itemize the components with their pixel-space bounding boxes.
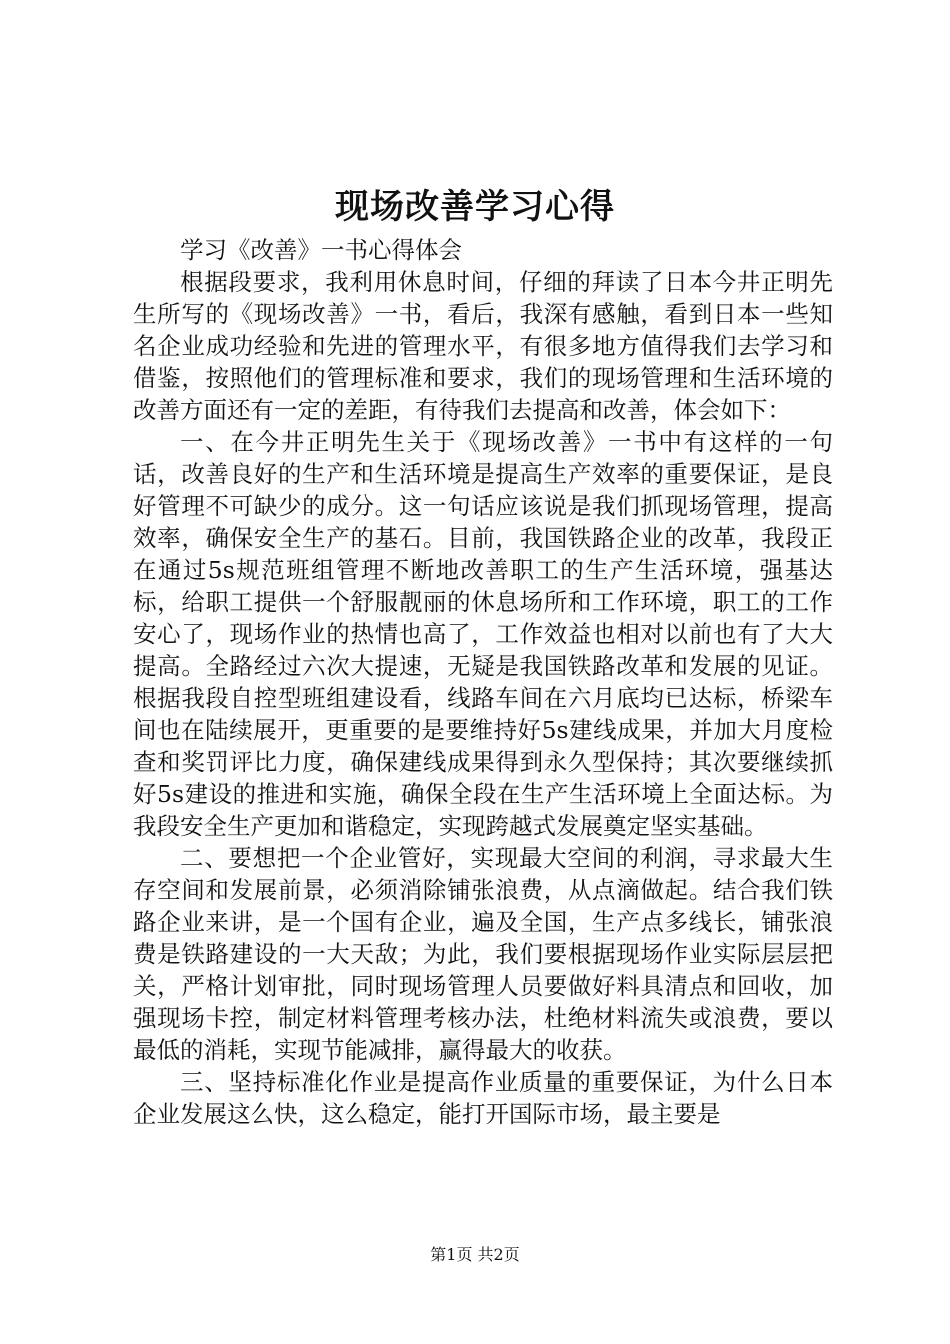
paragraph-subtitle: 学习《改善》一书心得体会 [180,236,462,264]
paragraph-point-three: 三、坚持标准化作业是提高作业质量的重要保证，为什么日本企业发展这么快，这么稳定，能打开国际市场，最主要是 [133,1068,833,1128]
document-title: 现场改善学习心得 [335,187,615,227]
document-body [133,234,833,1130]
paragraph-intro: 根据段要求，我利用休息时间，仔细的拜读了日本今井正明先生所写的《现场改善》一书，看后，我深有感触，看到日本一些知名企业成功经验和先进的管理水平，有很多地方值得我们去学习和借鉴，按照他们的管理标准和要求，我们的现场管理和生活环境的改善方面还有一定的差距，有待我们去提高和改善，体会如下： [133,268,833,424]
page-number-footer: 第1页 共2页 [430,1245,520,1264]
paragraph-point-two: 二、要想把一个企业管好，实现最大空间的利润，寻求最大生存空间和发展前景，必须消除铺张浪费，从点滴做起。结合我们铁路企业来讲，是一个国有企业，遍及全国，生产点多线长，铺张浪费是铁路建设的一大天敌；为此，我们要根据现场作业实际层层把关，严格计划审批，同时现场管理人员要做好料具清点和回收，加强现场卡控，制定材料管理考核办法，杜绝材料流失或浪费，要以最低的消耗，实现节能减排，赢得最大的收获。 [133,844,833,1064]
paragraph-point-one: 一、在今井正明先生关于《现场改善》一书中有这样的一句话，改善良好的生产和生活环境是提高生产效率的重要保证，是良好管理不可缺少的成分。这一句话应该说是我们抓现场管理，提高效率，确保安全生产的基石。目前，我国铁路企业的改革，我段正在通过5s规范班组管理不断地改善职工的生产生活环境，强基达标，给职工提供一个舒服靓丽的休息场所和工作环境，职工的工作安心了，现场作业的热情也高了，工作效益也相对以前也有了大大提高。全路经过六次大提速，无疑是我国铁路改革和发展的见证。根据我段自控型班组建设看，线路车间在六月底均已达标，桥梁车间也在陆续展开，更重要的是要维持好5s建线成果，并加大月度检查和奖罚评比力度，确保建线成果得到永久型保持；其次要继续抓好5s建设的推进和实施，确保全段在生产生活环境上全面达标。为我段安全生产更加和谐稳定，实现跨越式发展奠定坚实基础。 [133,428,833,840]
